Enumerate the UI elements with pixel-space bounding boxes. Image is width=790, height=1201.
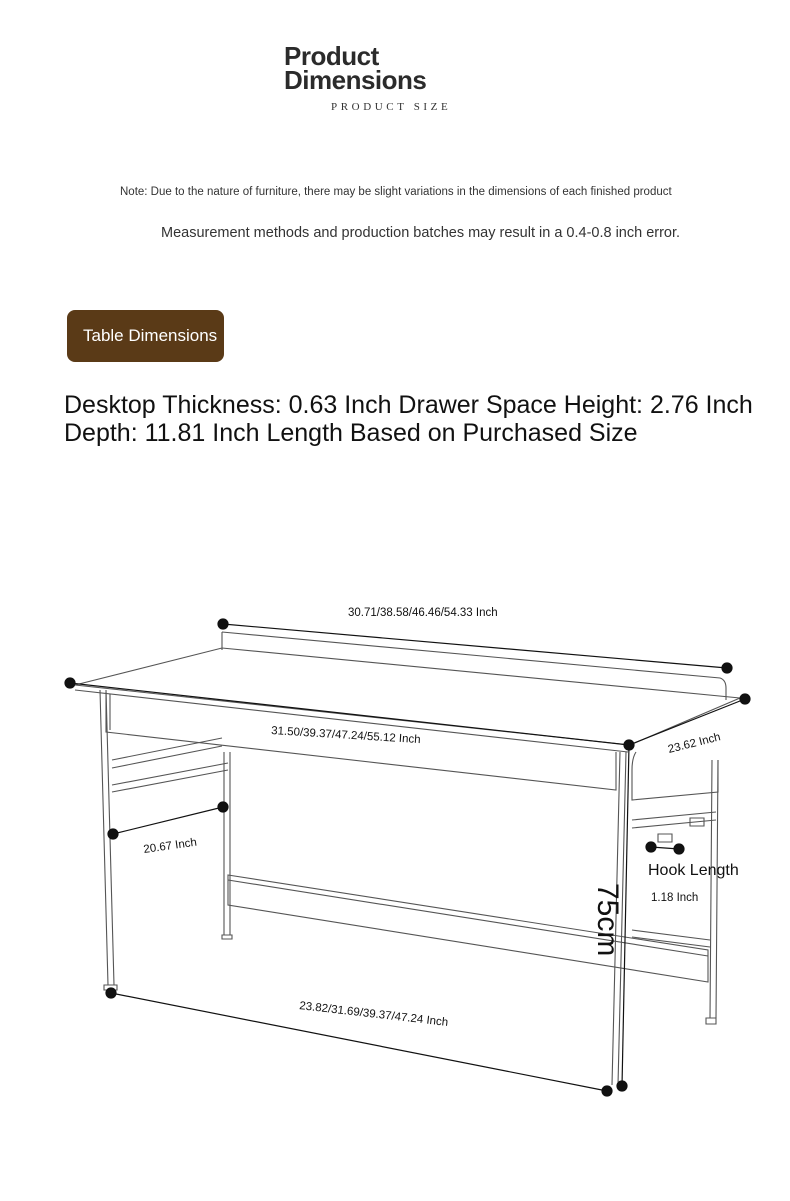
side-depth-label: 20.67 Inch xyxy=(142,836,198,856)
note-variations: Note: Due to the nature of furniture, there may be slight variations in the dimensions of each finished product xyxy=(120,186,672,198)
section-badge: Table Dimensions xyxy=(67,310,224,362)
title-line-2: Dimensions xyxy=(284,65,427,95)
specs-text: Desktop Thickness: 0.63 Inch Drawer Space Height: 2.76 Inch Depth: 11.81 Inch Length Based on Purchased Size xyxy=(64,391,753,447)
title-line-1: Product xyxy=(284,41,379,71)
desk-diagram xyxy=(0,560,790,1140)
back-length-label: 30.71/38.58/46.46/54.33 Inch xyxy=(348,607,498,619)
note-error: Measurement methods and production batches may result in a 0.4-0.8 inch error. xyxy=(161,225,681,241)
page-title xyxy=(284,41,427,95)
front-length-label: 31.50/39.37/47.24/55.12 Inch xyxy=(270,725,421,747)
hook-length-title: Hook Length xyxy=(648,862,739,879)
height-label: 75cm xyxy=(591,883,624,957)
page-subtitle: PRODUCT SIZE xyxy=(331,101,452,113)
hook-length-value: 1.18 Inch xyxy=(651,892,699,904)
bottom-length-label: 23.82/31.69/39.37/47.24 Inch xyxy=(298,1000,449,1029)
dimension-lines xyxy=(65,619,750,1096)
depth-label: 23.62 Inch xyxy=(666,731,722,756)
